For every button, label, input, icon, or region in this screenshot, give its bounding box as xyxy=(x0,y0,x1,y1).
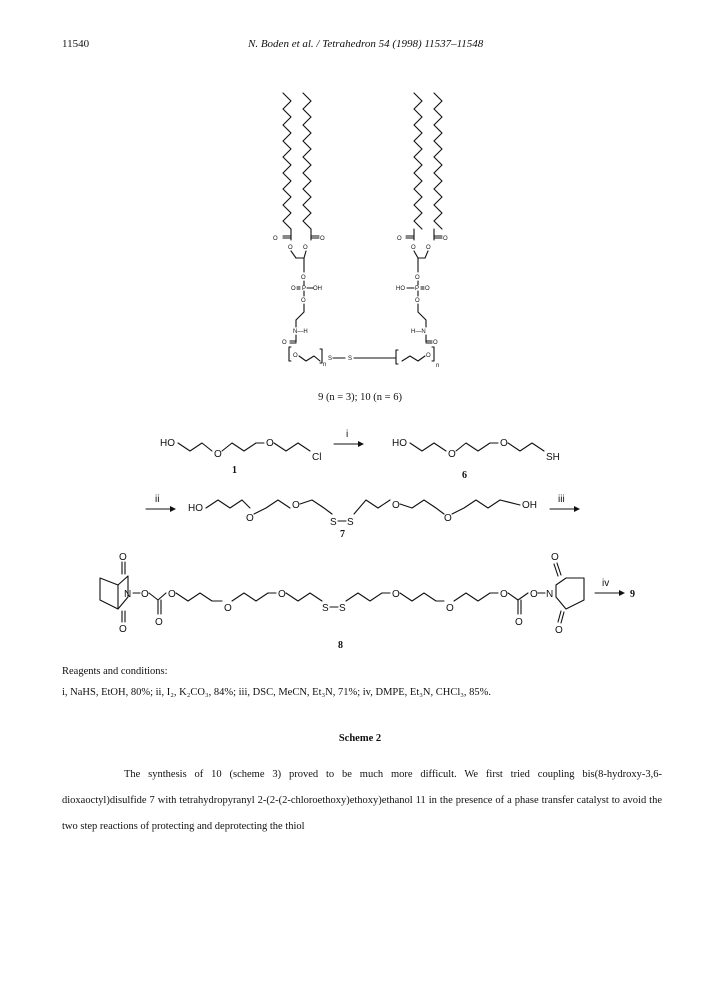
body-paragraph xyxy=(62,762,662,840)
compound-9-label: 9 xyxy=(630,589,635,600)
n-label: N xyxy=(124,589,132,600)
ether-o-label: O xyxy=(444,513,452,524)
lipid-tails xyxy=(283,93,442,229)
conditions-title: Reagents and conditions: xyxy=(62,666,168,677)
p-o-label: O xyxy=(291,286,296,292)
ether-o-label: O xyxy=(500,438,508,449)
p-o-label: O xyxy=(425,286,430,292)
phosphate-o-label: O xyxy=(301,275,306,281)
left-headgroup xyxy=(273,229,345,368)
carbonate-o-label: O xyxy=(515,617,523,628)
imide-o-label: O xyxy=(119,552,127,563)
ester-o-label: O xyxy=(288,245,293,251)
compound-6 xyxy=(392,438,560,481)
carbonyl-o-label: O xyxy=(320,236,325,242)
p-ho-label: HO xyxy=(396,286,405,292)
ether-o-label: O xyxy=(446,603,454,614)
ho-label: HO xyxy=(392,438,407,449)
p-oh-label: OH xyxy=(313,286,322,292)
phosphate-o-label: O xyxy=(415,298,420,304)
phosphate-o-label: O xyxy=(301,298,306,304)
ether-o-label: O xyxy=(392,500,400,511)
sulfur-label: S xyxy=(322,603,329,614)
compound-7-label: 7 xyxy=(340,529,345,540)
ho-label: HO xyxy=(188,503,203,514)
carbonate-o-label: O xyxy=(500,589,508,600)
scheme-label: Scheme 2 xyxy=(338,733,382,744)
imide-o-label: O xyxy=(551,552,559,563)
compound-8 xyxy=(100,552,584,651)
ether-o-label: O xyxy=(224,603,232,614)
phosphorus-label: P xyxy=(415,286,420,292)
compound-7 xyxy=(188,500,537,540)
arrow-step-iii xyxy=(550,494,580,512)
oh-label: OH xyxy=(522,500,537,511)
ether-o-label: O xyxy=(392,589,400,600)
ether-o-label: O xyxy=(214,449,222,460)
ether-o-label: O xyxy=(292,500,300,511)
sulfur-label: S xyxy=(339,603,346,614)
ether-o-label: O xyxy=(278,589,286,600)
sulfur-label: S xyxy=(330,517,337,528)
ester-o-label: O xyxy=(411,245,416,251)
amide-nh-label: N—H xyxy=(293,329,308,335)
carbonyl-o-label: O xyxy=(273,236,278,242)
arrow-step-ii xyxy=(146,494,176,512)
no-o-label: O xyxy=(530,589,538,600)
carbonate-o-label: O xyxy=(155,617,163,628)
carbonyl-o-label: O xyxy=(397,236,402,242)
amide-carbonyl-label: O xyxy=(282,340,287,346)
running-header: N. Boden et al. / Tetrahedron 54 (1998) 11537–11548 xyxy=(248,38,484,50)
phosphate-o-label: O xyxy=(415,275,420,281)
step-iv-label: iv xyxy=(602,578,610,589)
cl-label: Cl xyxy=(312,452,322,463)
ether-o-label: O xyxy=(448,449,456,460)
compound-6-label: 6 xyxy=(462,470,467,481)
step-ii-label: ii xyxy=(155,494,160,505)
sulfur-right: S xyxy=(348,356,353,362)
carbonyl-o-label: O xyxy=(443,236,448,242)
compound-1 xyxy=(160,438,321,476)
paragraph-text: The synthesis of 10 (scheme 3) proved to be much more difficult. We first tried coupling bis(8-hydroxy-3,6-dioxaoctyl)disulfide 7 with tetrahydropyranyl 2-(2-(2-chloroethoxy)ethoxy)ethanol 11 in the presence of a phase transfer catalyst to avoid the two step reactions of protecting and deprotecting the thiol xyxy=(62,769,662,832)
right-headgroup xyxy=(348,229,448,369)
sulfur-left: S xyxy=(328,356,333,362)
phosphorus-label: P xyxy=(302,286,307,292)
repeat-n-left: n xyxy=(323,362,327,368)
peg-o-label: O xyxy=(426,353,431,359)
conditions-text: i, NaHS, EtOH, 80%; ii, I₂, K₂CO₃, 84%; iii, DSC, MeCN, Et₃N, 71%; iv, DMPE, Et₃N, CHCl₃, 85%. xyxy=(62,687,492,698)
compound-8-label: 8 xyxy=(338,640,343,651)
sh-label: SH xyxy=(546,452,560,463)
ether-o-label: O xyxy=(246,513,254,524)
no-o-label: O xyxy=(141,589,149,600)
sulfur-label: S xyxy=(347,517,354,528)
ho-label: HO xyxy=(160,438,175,449)
arrow-step-iv xyxy=(595,578,635,600)
step-i-label: i xyxy=(346,429,349,440)
page-number: 11540 xyxy=(62,38,90,50)
amide-hn-label: H—N xyxy=(411,329,426,335)
imide-o-label: O xyxy=(555,625,563,636)
step-iii-label: iii xyxy=(558,494,565,505)
n-label: N xyxy=(546,589,554,600)
repeat-n-right: n xyxy=(436,363,440,369)
compound-1-label: 1 xyxy=(232,465,237,476)
structure-caption: 9 (n = 3); 10 (n = 6) xyxy=(318,392,402,403)
imide-o-label: O xyxy=(119,624,127,635)
arrow-step-i xyxy=(334,429,364,447)
ester-o-label: O xyxy=(303,245,308,251)
peg-o-label: O xyxy=(293,353,298,359)
ester-o-label: O xyxy=(426,245,431,251)
amide-carbonyl-label: O xyxy=(433,340,438,346)
carbonate-o-label: O xyxy=(168,589,176,600)
ether-o-label: O xyxy=(266,438,274,449)
